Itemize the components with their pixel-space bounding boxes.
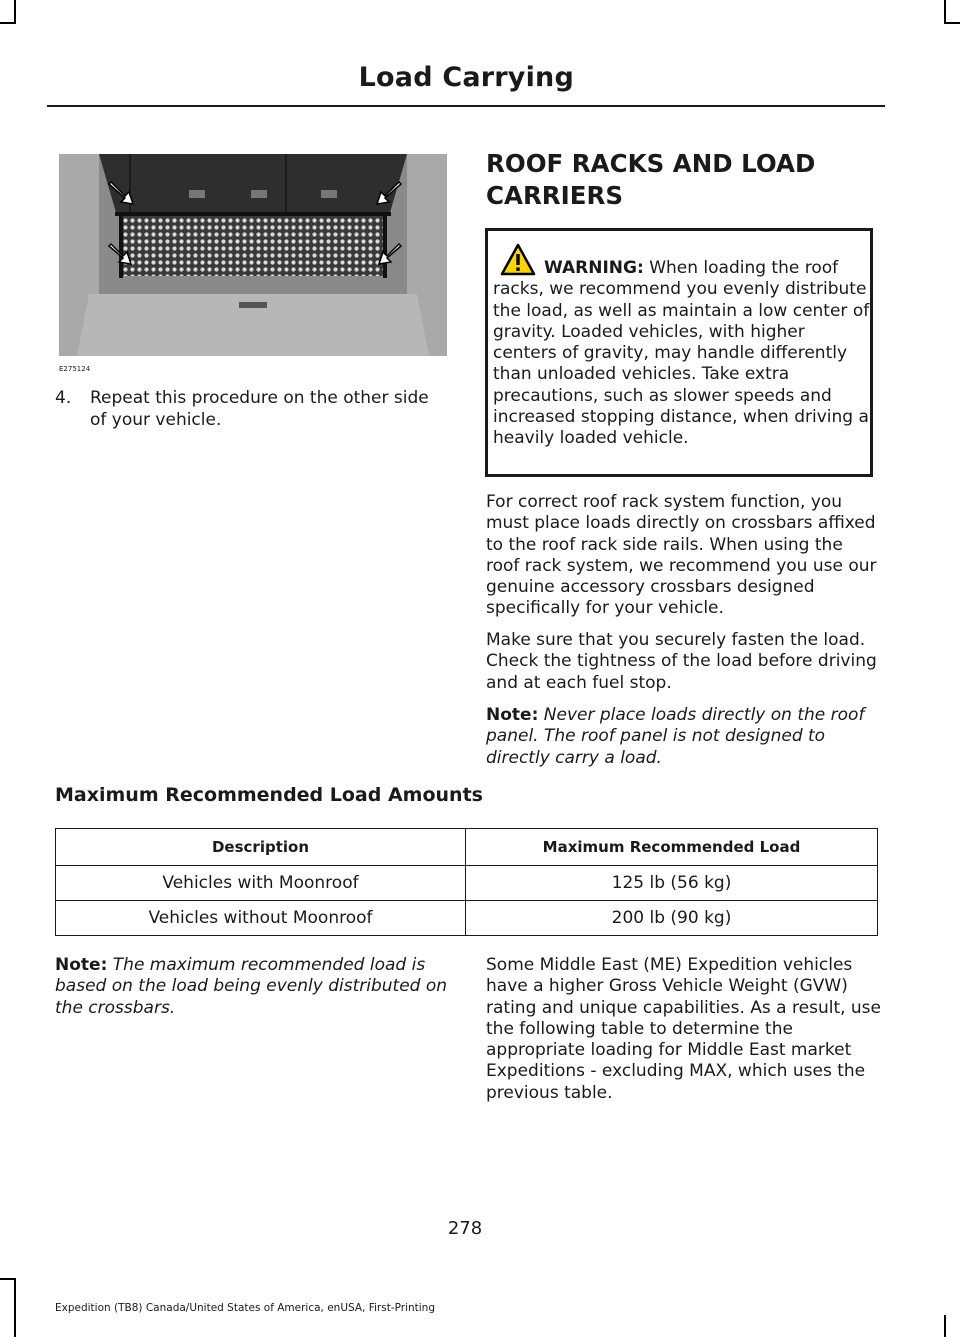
load-table — [55, 828, 878, 936]
warning-text — [493, 258, 873, 450]
note-text: The maximum recommended load is based on the load being evenly distributed on the crossbars. — [55, 955, 448, 1018]
column-header: Maximum Recommended Load — [466, 829, 878, 866]
table-cell: 125 lb (56 kg) — [466, 866, 878, 901]
roof-rack-paragraph: For correct roof rack system function, you must place loads directly on crossbars affixed to the roof rack side rails. When using the roof rack system, we recommend you use our genuine accessory crossbars designed specifically for your vehicle. — [486, 492, 877, 619]
crop-mark — [0, 1278, 16, 1280]
section-heading: ROOF RACKS AND LOAD CARRIERS — [486, 149, 816, 210]
table-cell: Vehicles without Moonroof — [56, 901, 466, 936]
roof-panel-note — [486, 705, 881, 769]
column-header: Description — [56, 829, 466, 866]
note-text: Never place loads directly on the roof panel. The roof panel is not designed to directly carry a load. — [486, 705, 865, 768]
table-header-row — [56, 829, 878, 866]
table-cell: 200 lb (90 kg) — [466, 901, 878, 936]
footer-text: Expedition (TB8) Canada/United States of America, enUSA, First-Printing — [55, 1302, 436, 1314]
page-title: Load Carrying — [358, 62, 574, 93]
header-divider — [47, 105, 885, 107]
fasten-load-paragraph: Make sure that you securely fasten the load. Check the tightness of the load before driving and at each fuel stop. — [486, 630, 877, 693]
note-label: Note: — [55, 955, 108, 975]
table-row — [56, 866, 878, 901]
table-cell: Vehicles with Moonroof — [56, 866, 466, 901]
page-number: 278 — [447, 1218, 483, 1239]
table-heading: Maximum Recommended Load Amounts — [55, 784, 483, 806]
warning-box — [485, 228, 873, 477]
figure-code: E275124 — [59, 365, 91, 373]
procedure-step — [55, 387, 450, 431]
step-number: 4. — [55, 388, 72, 408]
cargo-net-photo — [59, 154, 447, 356]
crop-mark — [944, 22, 960, 24]
crossbar-note — [55, 955, 450, 1019]
middle-east-paragraph: Some Middle East (ME) Expedition vehicles have a higher Gross Vehicle Weight (GVW) rating and unique capabilities. As a result, use the following table to determine the appropriate loading for Middle East market Expeditions - excluding MAX, which uses the previous table. — [486, 955, 882, 1103]
warning-body: When loading the roof racks, we recommend you evenly distribute the load, as well as maintain a low center of gravity. Loaded vehicles, with higher centers of gravity, may handle differently than unloaded vehicles. Take extra precautions, such as slower speeds and increased stopping distance, when driving a heavily loaded vehicle. — [493, 258, 870, 449]
table-row — [56, 901, 878, 936]
note-label: Note: — [486, 705, 539, 725]
warning-label: WARNING: — [544, 258, 644, 278]
crop-mark — [14, 1278, 16, 1337]
crop-mark — [944, 0, 946, 22]
crop-mark — [0, 22, 16, 24]
crop-mark — [944, 1315, 946, 1337]
crop-mark — [14, 0, 16, 22]
step-text: Repeat this procedure on the other side of your vehicle. — [90, 388, 429, 430]
